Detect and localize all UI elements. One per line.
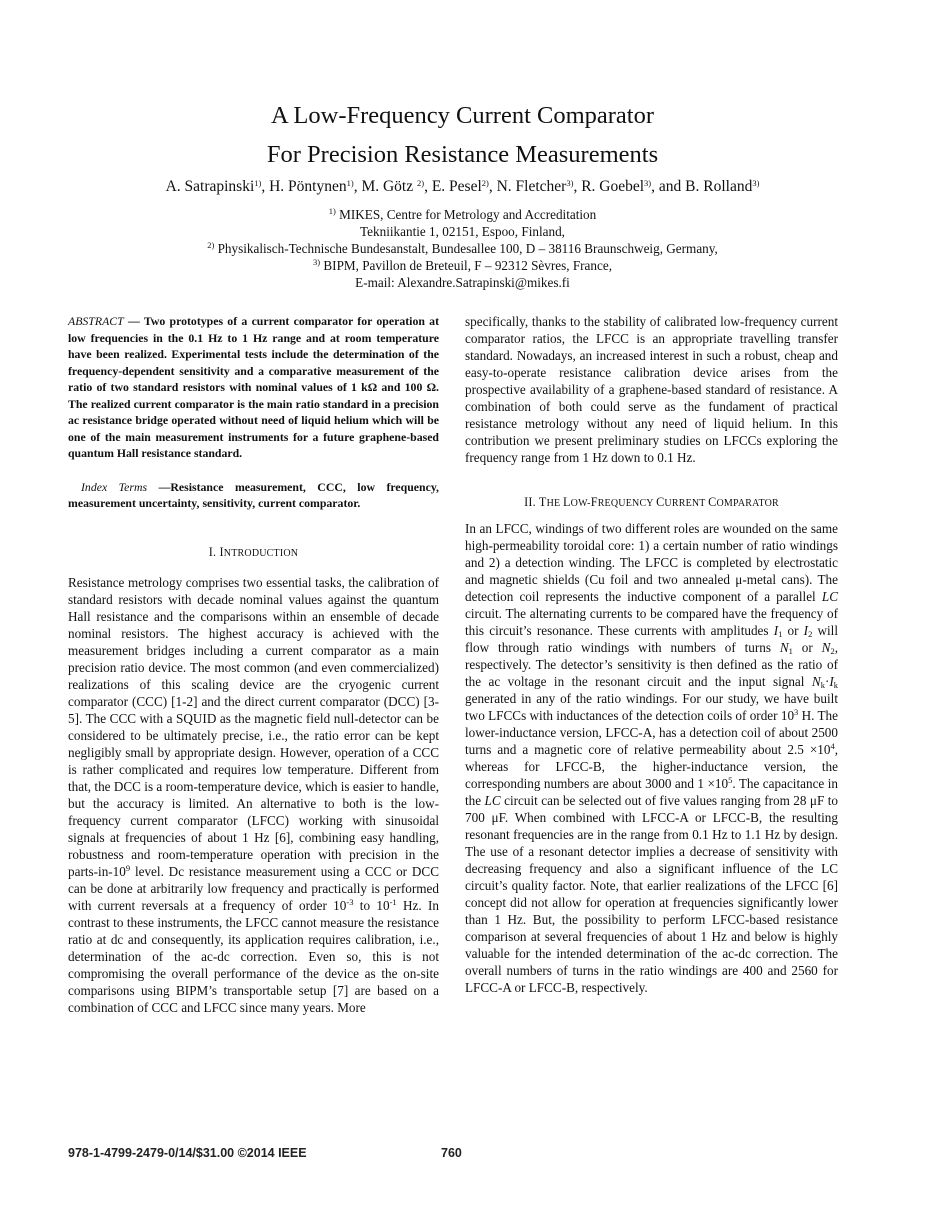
left-column bbox=[68, 313, 439, 1016]
paper-title-line2: For Precision Resistance Measurements bbox=[266, 141, 659, 168]
contact-email: E-mail: Alexandre.Satrapinski@mikes.fi bbox=[355, 275, 570, 290]
affiliation-3: $^{3)}$ BIPM, Pavillon de Breteuil, F – 92312 Sèvres, France, bbox=[312, 257, 613, 273]
section-heading-introduction: I. INTRODUCTION bbox=[208, 544, 299, 559]
abstract-label: ABSTRACT bbox=[68, 314, 124, 328]
author: H. Pöntynen bbox=[269, 178, 347, 195]
affiliation-1: $^{1)}$ MIKES, Centre for Metrology and Accreditation bbox=[328, 206, 597, 222]
author: E. Pesel bbox=[431, 178, 482, 195]
author: M. Götz bbox=[361, 178, 417, 195]
affiliations bbox=[0, 206, 925, 291]
author-list: A. Satrapinski$^{1)}$, H. Pöntynen$^{1)}$, M. Götz $^{2)}$, E. Pesel$^{2)}$, N. Fletcher$^{3)}$, R. Goebel$^{3)}$, and B. Rolland$^{3)}$ bbox=[165, 178, 760, 195]
paper-title-line1: A Low-Frequency Current Comparator bbox=[270, 102, 655, 129]
author: B. Rolland bbox=[685, 178, 753, 195]
page-number: 760 bbox=[441, 1146, 462, 1160]
author: N. Fletcher bbox=[496, 178, 567, 195]
introduction-paragraph: Resistance metrology comprises two essential tasks, the calibration of standard resistors with decade nominal values against the quantum Hall resistance and the comparisons within an ensemble of decade nominal resistors. The highest accuracy is achieved with the measurement bridges including a current comparator as a main precision ratio device. The most common (and even commercialized) realizations of this scaling device are the cryogenic current comparator (CCC) [1-2] and the direct current comparator (DCC) [3-5]. The CCC with a SQUID as the magnetic field null-detector can be considered to be ultimately precise, i.e., the ratio error can be kept negligibly small by appropriate design. However, operation of a CCC is rather complicated and requires low temperature. Different from that, the DCC is a room-temperature device, which is easier to handle, but the accuracy is limited. An alternative to both is the low-frequency current comparator (LFCC) working with sinusoidal signals at frequencies of about 1 Hz [6], combining easy handling, robustness and room-temperature operation with precision in the parts-$in-10^9$ level. Dc resistance measurement using a CCC or DCC can be done at arbitrarily low frequency and practically is performed with current reversals at a frequency of order $10^{-3}$ to $10^{-1}$ Hz. In contrast to these instruments, the LFCC cannot measure the resistance ratio at dc and consequently, its application requires calibration, i.e., determination of the ac-dc correction. Even so, this is not compromising the overall performance of the device as the on-site comparisons using BIPM’s transportable setup [7] are based on a combination of CCC and LFCC since many years. More bbox=[68, 574, 439, 1015]
author: R. Goebel bbox=[581, 178, 645, 195]
abstract: ABSTRACT — Two prototypes of a current comparator for operation at low frequencies in the 0.1 Hz to 1 Hz range and at room temperature have been realized. Experimental tests include the determination of the frequency-dependent sensitivity and a comparative measurement of the ratio of two standard resistors with nominal values of 1 kΩ and 100 Ω. The realized current comparator is the main ratio standard in a precision ac resistance bridge operated without need of liquid helium which will be one of the main measurement instruments for a future graphene-based quantum Hall resistance standard. bbox=[68, 314, 439, 460]
index-terms: Index Terms —Resistance measurement, CCC, low frequency, measurement uncertainty, sensitivity, current comparator. bbox=[68, 479, 440, 510]
introduction-continuation: specifically, thanks to the stability of calibrated low-frequency current comparator ratios, the LFCC is an appropriate travelling transfer standard. Nowadays, an increased interest in such a robust, cheap and easy-to-operate resistance calibration device arises from the prospective availability of a graphene-based standard of resistance. A combination of both could serve as the fundament of practical resistance metrology without any need of liquid helium. In this contribution we present preliminary studies on LFCCs exploring the frequency range from 1 Hz down to 0.1 Hz. bbox=[465, 314, 838, 465]
author: A. Satrapinski bbox=[165, 178, 255, 195]
right-column bbox=[465, 313, 838, 996]
footer-isbn: 978-1-4799-2479-0/14/$31.00 ©2014 IEEE bbox=[68, 1146, 307, 1160]
index-terms-label: Index Terms bbox=[81, 479, 148, 494]
affiliation-2: $^{2)}$ Physikalisch-Technische Bundesanstalt, Bundesallee 100, D – 38116 Braunschweig, Germany, bbox=[207, 240, 718, 256]
affiliation-1-address: Tekniikantie 1, 02151, Espoo, Finland, bbox=[360, 224, 565, 239]
lfcc-paragraph: In an LFCC, windings of two different roles are wounded on the same high-permeability toroidal core: 1) a certain number of ratio windings and 2) a detection winding. The LFCC is completed by electrostatic and magnetic shields (Cu foil and two annealed μ-metal cans). The detection coil represents the inductive component of a parallel LC circuit. The alternating currents to be compared have the frequency of this circuit’s resonance. These currents with amplitudes $I_1$ or $I_2$ will flow through ratio windings with numbers of turns $N_1$ or $N_2$, respectively. The detector’s sensitivity is then defined as the ratio of the ac voltage in the resonant circuit and the input signal $N_k\cdot I_k$ generated in any of the ratio windings. For our study, we have built two LFCCs with inductances of the detection coils of order $10^3$ H. The lower-inductance version, LFCC-A, has a detection coil of about 2500 turns and a magnetic core of relative permeability about $2.5 \times 10^4$, whereas for LFCC-B, the higher-inductance version, the corresponding numbers are about 3000 and $1 \times 10^5$. The capacitance in the LC circuit can be selected out of five values ranging from 28 μF to 700 μF. When combined with LFCC-A or LFCC-B, the resulting resonant frequencies are in the range from 0.1 Hz to 1.1 Hz by design. The use of a resonant detector implies a decrease of sensitivity with decreasing frequency and also a significant influence of the LC circuit’s quality factor. Note, that earlier realizations of the LFCC [6] concept did not allow for operation at frequencies significantly lower than 1 Hz. But, the possibility to perform LFCC-based resistance comparison at several frequencies of about 1 Hz and below is highly valuable for the intended determination of the ac-dc correction. The overall numbers of turns in the ratio windings are 400 and 2560 for LFCC-A or LFCC-B, respectively. bbox=[465, 521, 839, 995]
section-heading-lfcc: II. THE LOW-FREQUENCY CURRENT COMPARATOR bbox=[524, 495, 779, 509]
